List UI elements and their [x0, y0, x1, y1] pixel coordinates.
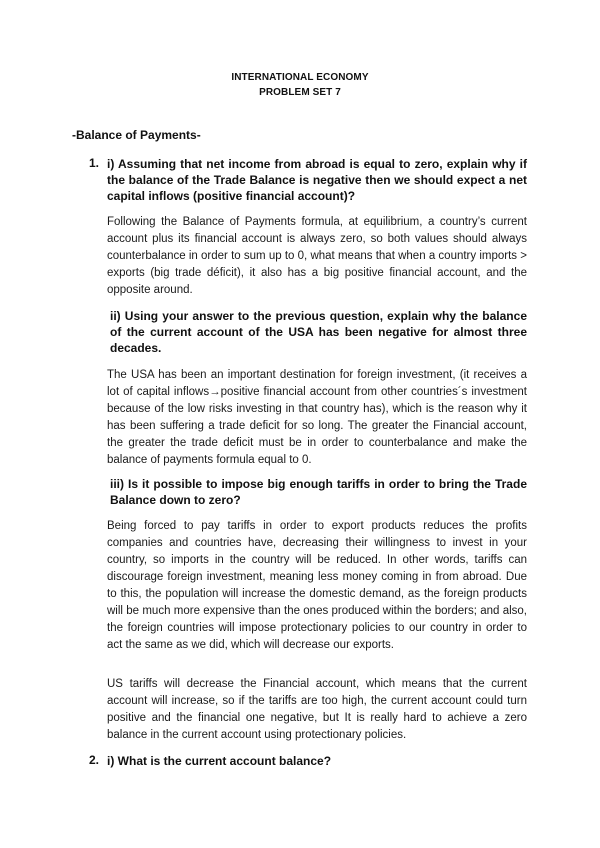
document-title: INTERNATIONAL ECONOMY — [231, 72, 369, 83]
answer-1-part-ii: The USA has been an important destination for foreign investment, (it receives a lot of capital inflows→positive financial account from other countries´s investment because of the low risks investing in that country has), which is the reason why it has been suffering a trade deficit for so long. The greater the Financial account, the greater the trade deficit must be in order to counterbalance and make the balance of payments formula equal to 0. — [107, 369, 527, 466]
question-2-part-i: i) What is the current account balance? — [107, 754, 332, 768]
answer-1-part-i: Following the Balance of Payments formula, at equilibrium, a country’s current account plus its financial account is always zero, so both values should always counterbalance in order to sum up to 0, what means that when a country imports > exports (big trade déficit), it also has a big positive financial account, and the opposite around. — [107, 216, 527, 296]
question-1-number: 1. — [89, 156, 100, 170]
question-1-part-iii: iii) Is it possible to impose big enough tariffs in order to bring the Trade Balance down to zero? — [110, 477, 527, 507]
question-2-number: 2. — [89, 753, 100, 767]
section-heading: -Balance of Payments- — [72, 128, 201, 142]
question-1-part-ii: ii) Using your answer to the previous question, explain why the balance of the current account of the USA has been negative for almost three decades. — [110, 309, 527, 355]
answer-1-part-iii-paragraph-1: Being forced to pay tariffs in order to export products reduces the profits companies and countries have, decreasing their willingness to invest in your country, so imports in the country will be reduced. In other words, tariffs can discourage foreign investment, meaning less money coming in from abroad. Due to this, the population will increase the domestic demand, as the foreign products will be much more expensive than the ones produced within the borders; and also, the foreign countries will impose protectionary policies to our country in order to act the same as we did, which will decrease our exports. — [107, 520, 527, 651]
answer-1-part-iii-paragraph-2: US tariffs will decrease the Financial account, which means that the current account will increase, so if the tariffs are too high, the current account could turn positive and the financial one negative, but It is really hard to achieve a zero balance in the current account using protectionary policies. — [107, 678, 527, 741]
document-subtitle: PROBLEM SET 7 — [259, 87, 341, 98]
question-1-part-i: i) Assuming that net income from abroad is equal to zero, explain why if the balance of the Trade Balance is negative then we should expect a net capital inflows (positive financial account)? — [107, 157, 527, 203]
